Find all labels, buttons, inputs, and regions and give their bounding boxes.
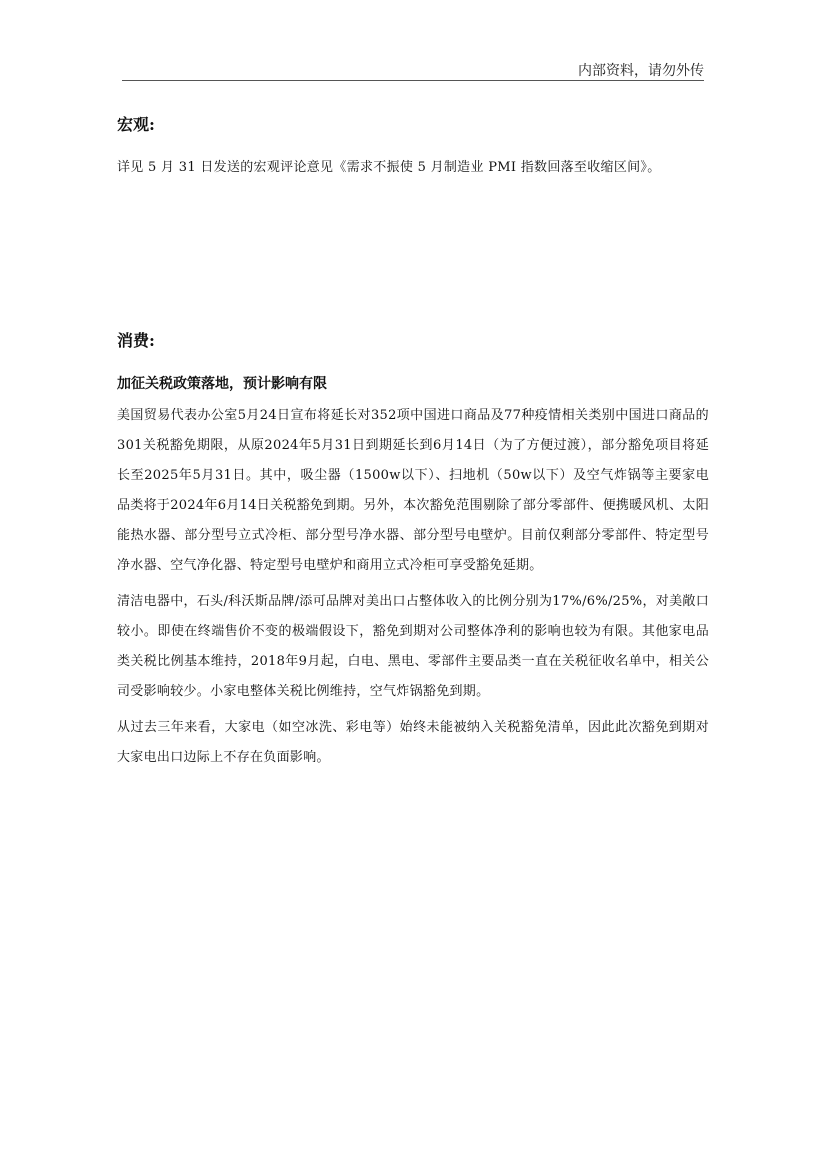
macro-section-title: 宏观: <box>117 115 155 134</box>
tariff-paragraph-2: 清洁电器中，石头/科沃斯品牌/添可品牌对美出口占整体收入的比例分别为17%/6%/25%，对美敞口较小。即使在终端售价不变的极端假设下，豁免到期对公司整体净利的影响也较为有限。其他家电品类关税比例基本维持，2018年9月起，白电、黑电、零部件主要品类一直在关税征收名单中，相关公司受影响较少。小家电整体关税比例维持，空气炸锅豁免到期。 <box>117 594 709 699</box>
header-divider <box>122 80 704 81</box>
tariff-paragraph-1: 美国贸易代表办公室5月24日宣布将延长对352项中国进口商品及77种疫情相关类别中国进口商品的301关税豁免期限，从原2024年5月31日到期延长到6月14日（为了方便过渡），部分豁免项目将延长至2025年5月31日。其中，吸尘器（1500w以下）、扫地机（50w以下）及空气炸锅等主要家电品类将于2024年6月14日关税豁免到期。另外，本次豁免范围剔除了部分零部件、便携暖风机、太阳能热水器、部分型号立式冷柜、部分型号净水器、部分型号电壁炉。目前仅剩部分零部件、特定型号净水器、空气净化器、特定型号电壁炉和商用立式冷柜可享受豁免延期。 <box>117 408 709 573</box>
tariff-paragraph-3: 从过去三年来看，大家电（如空冰洗、彩电等）始终未能被纳入关税豁免清单，因此此次豁免到期对大家电出口边际上不存在负面影响。 <box>117 720 709 765</box>
confidential-label: 内部资料，请勿外传 <box>578 63 704 79</box>
macro-section <box>117 112 709 183</box>
tariff-subheading: 加征关税政策落地，预计影响有限 <box>117 376 327 392</box>
macro-paragraph: 详见 5 月 31 日发送的宏观评论意见《需求不振使 5 月制造业 PMI 指数回落至收缩区间》。 <box>117 160 661 175</box>
consumption-section <box>117 328 709 773</box>
consumption-section-title: 消费: <box>117 331 155 350</box>
